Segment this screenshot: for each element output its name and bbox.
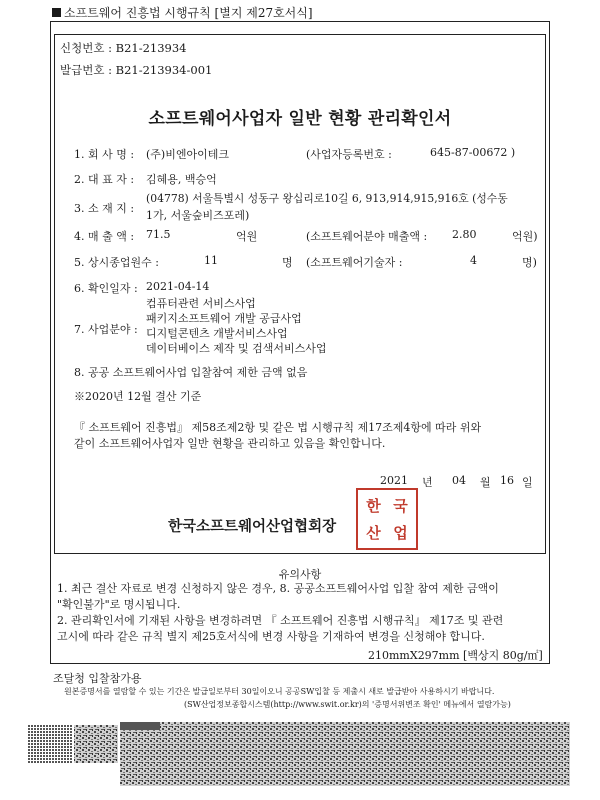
business-field: 패키지소프트웨어 개발 공급사업 (146, 312, 302, 325)
company-label: 1. 회 사 명 : (74, 148, 135, 161)
employees-value: 11 (204, 254, 218, 267)
ceo-value: 김혜용, 백승억 (146, 173, 217, 186)
bid-restriction: 8. 공공 소프트웨어사업 입찰참여 제한 금액 없음 (74, 366, 308, 379)
address-line-2: 1가, 서울숲비즈포레) (146, 209, 250, 222)
employees-unit: 명 (282, 256, 293, 269)
issue-day: 16 (500, 474, 514, 487)
form-title (52, 4, 313, 21)
sw-tech-unit: 명) (522, 256, 537, 269)
address-line-1: (04778) 서울특별시 성동구 왕십리로10길 6, 913,914,915,916호 (성수동 (146, 192, 508, 205)
bizno-label: (사업자등록번호 : (306, 148, 392, 161)
sw-tech-value: 4 (470, 254, 477, 267)
footer-notice: (SW산업정보종합시스템(http://www.swit.or.kr)의 '증명서위변조 확인' 메뉴에서 열람가능) (184, 700, 511, 709)
business-field: 데이터베이스 제작 및 검색서비스사업 (146, 342, 327, 355)
square-bullet-icon (52, 8, 61, 17)
sales-label: 4. 매 출 액 : (74, 230, 135, 243)
month-unit: 월 (480, 476, 491, 489)
note-line: "확인불가"로 명시됩니다. (57, 598, 181, 611)
procurement-label: 조달청 입찰참가용 (53, 672, 142, 685)
seal-glyph: 한 (366, 497, 381, 515)
issue-month: 04 (452, 474, 466, 487)
year-unit: 년 (422, 476, 433, 489)
ceo-label: 2. 대 표 자 : (74, 173, 135, 186)
address-label: 3. 소 재 지 : (74, 202, 135, 215)
business-field: 디지털콘텐츠 개발서비스사업 (146, 327, 288, 340)
footer-notice: 원본증명서를 열람할 수 있는 기간은 발급일로부터 30일이오니 공공SW입찰 등 제출시 새로 발급받아 사용하시기 바랍니다. (64, 687, 495, 696)
settlement-note: ※2020년 12월 결산 기준 (74, 390, 202, 403)
business-field: 컴퓨터관련 서비스사업 (146, 297, 256, 310)
sw-sales-unit: 억원) (512, 230, 538, 243)
document-title: 소프트웨어사업자 일반 현황 관리확인서 (148, 109, 452, 129)
sw-sales-label: (소프트웨어분야 매출액 : (306, 230, 428, 243)
note-line: 2. 관리확인서에 기재된 사항을 변경하려면 『 소프트웨어 진흥법 시행규칙』 제17조 및 관련 (57, 614, 504, 627)
issue-year: 2021 (380, 474, 408, 487)
seal-glyph: 산 (366, 524, 381, 542)
issue-number: 발급번호 : B21-213934-001 (60, 63, 213, 77)
application-number: 신청번호 : B21-213934 (60, 41, 187, 55)
seal-glyph: 국 (393, 497, 408, 515)
employees-label: 5. 상시종업원수 : (74, 256, 159, 269)
notes-title: 유의사항 (278, 568, 322, 581)
business-label: 7. 사업분야 : (74, 323, 138, 336)
security-2d-barcode-icon (120, 722, 570, 786)
sales-unit: 억원 (236, 230, 258, 243)
sales-value: 71.5 (146, 228, 171, 241)
day-unit: 일 (522, 476, 533, 489)
statement-line-2: 같이 소프트웨어사업자 일반 현황을 관리하고 있음을 확인합니다. (74, 437, 386, 450)
company-value: (주)비엔아이테크 (146, 148, 229, 161)
confirm-date-value: 2021-04-14 (146, 280, 210, 293)
note-line: 고시에 따라 같은 규칙 별지 제25호서식에 변경 사항을 기재하여 변경을 신청해야 합니다. (57, 630, 485, 643)
sw-tech-label: (소프트웨어기술자 : (306, 256, 403, 269)
note-line: 1. 최근 결산 자료로 변경 신청하지 않은 경우, 8. 공공소프트웨어사업 입찰 참여 제한 금액이 (57, 582, 499, 595)
issuer-name: 한국소프트웨어산업협회장 (168, 519, 337, 535)
official-seal-icon (356, 488, 418, 550)
confirm-date-label: 6. 확인일자 : (74, 282, 138, 295)
bizno-value: 645-87-00672 ) (430, 146, 516, 159)
paper-size: 210mmX297mm [백상지 80g/㎡] (368, 649, 543, 662)
statement-line-1: 『 소프트웨어 진흥법』 제58조제2항 및 같은 법 시행규칙 제17조제4항에 따라 위와 (74, 421, 482, 434)
verification-barcode-icon (28, 725, 118, 763)
seal-glyph: 업 (393, 524, 408, 542)
sw-sales-value: 2.80 (452, 228, 477, 241)
form-title-text: 소프트웨어 진흥법 시행규칙 [별지 제27호서식] (64, 6, 313, 20)
